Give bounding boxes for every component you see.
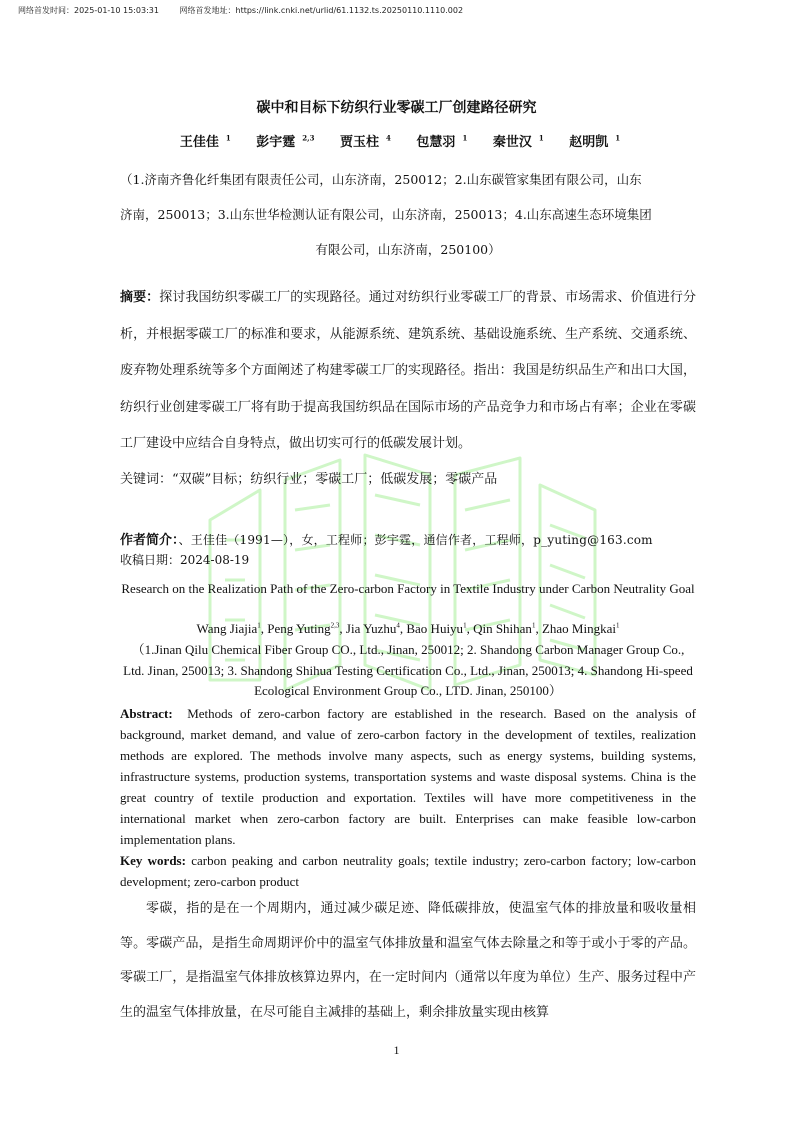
body-paragraph: 零碳，指的是在一个周期内，通过减少碳足迹、降低碳排放，使温室气体的排放量和吸收量相等。零碳产品，是指生命周期评价中的温室气体排放量和温室气体去除量之和等于或小于零的产品。零碳工厂，是指温室气体排放核算边界内，在一定时间内（通常以年度为单位）生产、服务过程中产生的温室气体排放量，在尽可能自主减排的基础上，剩余排放量实现由核算	[120, 901, 696, 1020]
author-affiliation-mark: 1	[463, 621, 467, 630]
author-bio	[120, 529, 696, 548]
author-affiliation-mark: 4	[396, 621, 400, 630]
author-name: 包慧羽	[416, 135, 456, 150]
author-en	[346, 621, 400, 636]
author-name: 贾玉柱	[340, 135, 380, 150]
author-en	[473, 621, 535, 636]
abstract-label-cn: 摘要：	[120, 290, 160, 305]
abstract-text-cn: 探讨我国纺织零碳工厂的实现路径。通过对纺织行业零碳工厂的背景、市场需求、价值进行分析，并根据零碳工厂的标准和要求，从能源系统、建筑系统、基础设施系统、生产系统、交通系统、废弃物处理系统等多个方面阐述了构建零碳工厂的实现路径。指出：我国是纺织品生产和出口大国，纺织行业创建零碳工厂将有助于提高我国纺织品在国际市场的产品竞争力和市场占有率；企业在零碳工厂建设中应结合自身特点，做出切实可行的低碳发展计划。	[120, 290, 696, 451]
published-time: 网络首发时间：2025-01-10 15:03:31	[18, 6, 159, 15]
author-cn	[333, 135, 391, 150]
keywords-text-cn: “双碳”目标；纺织行业；零碳工厂；低碳发展；零碳产品	[172, 472, 498, 487]
affiliation-line-cn: 济南，250013；3.山东世华检测认证有限公司，山东济南，250013；4.山东高速生态环境集团	[120, 207, 652, 222]
author-name: Wang Jiajia	[196, 621, 258, 636]
author-name: 王佳佳	[179, 135, 219, 150]
abstract-label-en: Abstract:	[120, 706, 173, 721]
abstract-en	[120, 703, 696, 850]
keywords-label-cn: 关键词：	[120, 472, 173, 487]
author-affiliation-mark: 1	[531, 621, 536, 630]
author-affiliation-mark: 1	[462, 133, 468, 143]
author-en	[267, 621, 339, 636]
author-bio-label: 作者简介：	[120, 533, 179, 548]
author-name: 秦世汉	[492, 135, 532, 150]
keywords-text-en: carbon peaking and carbon neutrality goals; textile industry; zero-carbon factory; low-carbon development; zero-carbon product	[120, 853, 697, 889]
author-cn	[562, 135, 620, 150]
author-name: Zhao Mingkai	[541, 621, 616, 636]
author-en	[406, 621, 466, 636]
author-en	[197, 621, 261, 636]
author-affiliation-mark: 1	[225, 133, 231, 143]
author-name: Bao Huiyu	[406, 621, 464, 636]
author-name: Peng Yuting	[267, 621, 331, 636]
author-name: 赵明凯	[569, 135, 609, 150]
author-name: 彭宇霆	[256, 135, 296, 150]
abstract-cn	[120, 280, 696, 463]
author-name: Qin Shihan	[473, 621, 532, 636]
author-affiliation-mark: 1	[615, 133, 621, 143]
author-cn	[173, 135, 231, 150]
paper-title-cn: 碳中和目标下纺织行业零碳工厂创建路径研究	[256, 100, 537, 116]
affiliation-line-cn: 有限公司，山东济南，250100）	[315, 242, 501, 257]
author-name: Jia Yuzhu	[345, 621, 397, 636]
author-affiliation-mark: 1	[538, 133, 544, 143]
author-cn	[409, 135, 467, 150]
author-cn	[249, 135, 314, 150]
author-affiliation-mark: 4	[386, 133, 391, 143]
publication-header	[18, 5, 481, 16]
affiliations-en: （1.Jinan Qilu Chemical Fiber Group CO., Ltd., Jinan, 250012; 2. Shandong Carbon Manager Group Co., Ltd. Jinan, 250013; 3. Shandong Shihua Testing Certification Co., Ltd., Jinan, 250013; 4. Shandong Hi-speed Ecological Environment Group Co., LTD. Jinan, 250100）	[123, 642, 693, 698]
author-list-en: Wang Jiajia$^1$, Peng Yuting$^{2,3}$, Jia Yuzhu$^4$, Bao Huiyu$^1$, Qin Shihan$^1$, Zhao Mingkai$^1$	[196, 621, 620, 636]
received-date: 收稿日期：2024-08-19	[120, 553, 250, 567]
keywords-en	[120, 850, 696, 892]
author-en	[542, 621, 620, 636]
author-affiliation-mark: 2,3	[302, 133, 315, 143]
author-affiliation-mark: 1	[257, 621, 261, 630]
author-affiliation-mark: 2,3	[330, 621, 340, 630]
published-url[interactable]: 网络首发地址：https://link.cnki.net/urlid/61.1132.ts.20250110.1110.002	[179, 6, 464, 15]
affiliation-line-cn: （1.济南齐鲁化纤集团有限责任公司，山东济南，250012；2.山东碳管家集团有限公司，山东	[120, 172, 642, 187]
author-cn	[486, 135, 544, 150]
paper-title-en: Research on the Realization Path of the Zero-carbon Factory in Textile Industry under Carbon Neutrality Goal	[121, 581, 695, 596]
author-bio-text: 、王佳佳（1991—），女，工程师；彭宇霆，通信作者，工程师，p_yuting@163.com	[178, 533, 653, 547]
keywords-cn	[120, 468, 497, 487]
author-list-cn	[0, 131, 793, 150]
page-number: 1	[393, 1043, 400, 1057]
keywords-label-en: Key words:	[120, 853, 186, 868]
author-affiliation-mark: 1	[615, 621, 620, 630]
abstract-text-en: Methods of zero-carbon factory are established in the research. Based on the analysis of background, market demand, and value of zero-carbon factory in the development of textiles, realization methods are explored. The methods involve many aspects, such as energy systems, building systems, infrastructure systems, production systems, transportation systems and waste disposal systems. China is the great country of textile production and exportation. Textiles will have more competitiveness in the international market when zero-carbon factory are built. Enterprises can make feasible low-carbon implementation plans.	[120, 706, 697, 847]
